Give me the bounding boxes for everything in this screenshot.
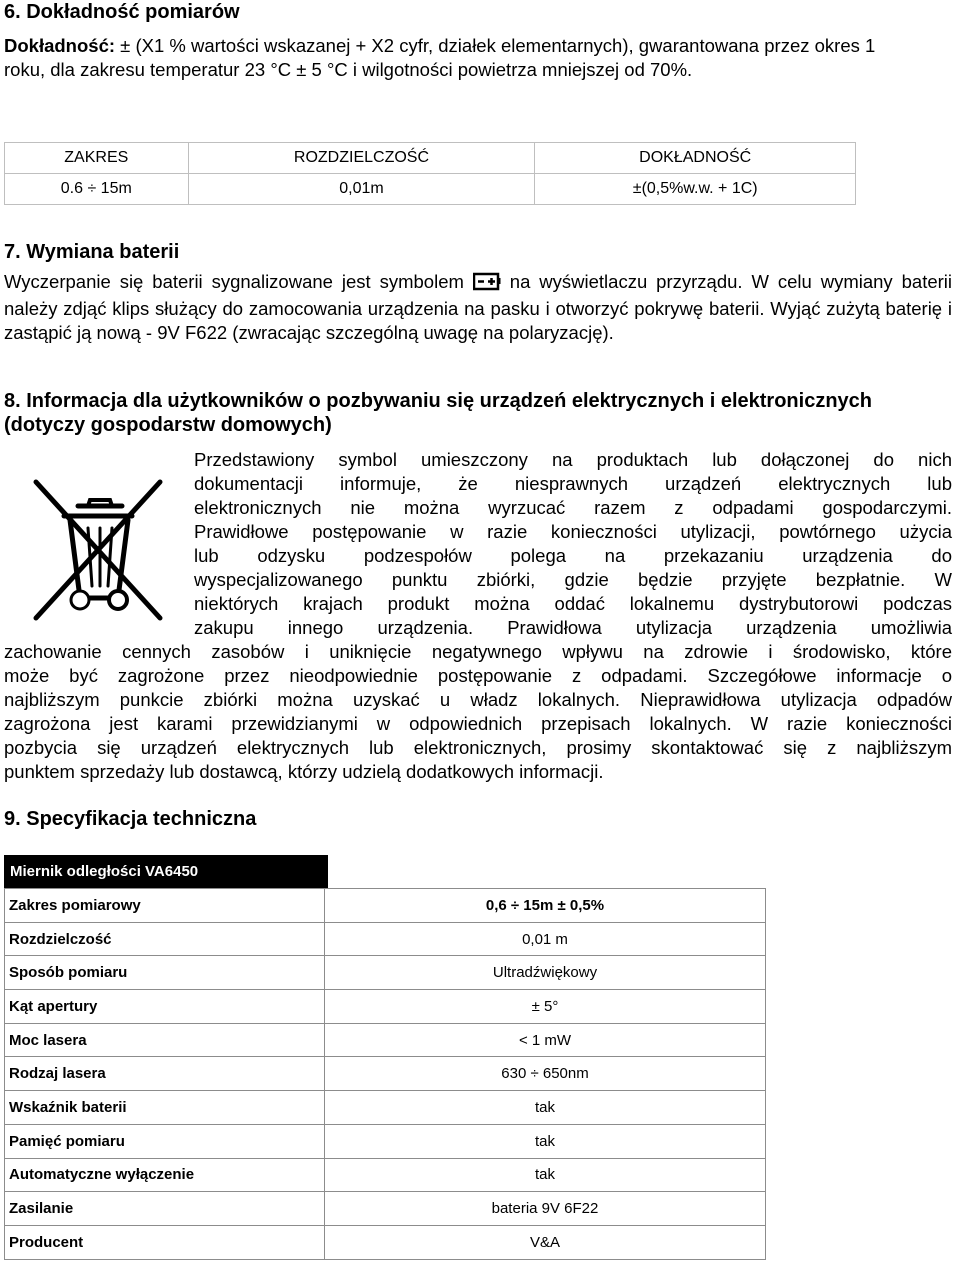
spec-label: Wskaźnik baterii [5,1091,325,1125]
table-header: DOKŁADNOŚĆ [535,143,856,174]
table-row [5,1057,766,1091]
spec-value: Ultradźwiękowy [325,956,766,990]
weee-line: elektronicznych nie można wyrzucać razem z odpadami gospodarczymi. [194,497,952,518]
weee-line: może być zagrożone przez nieodpowiednie postępowanie z odpadami. Szczegółowe informacje o [4,665,952,686]
table-row [5,1023,766,1057]
spec-label: Moc lasera [5,1023,325,1057]
table-row [5,956,766,990]
spec-label: Rodzaj lasera [5,1057,325,1091]
spec-value: V&A [325,1225,766,1259]
weee-text-block-right [194,448,952,640]
spec-value: 0,01 m [325,922,766,956]
accuracy-label: Dokładność: [4,35,116,56]
spec-value: 0,6 ÷ 15m ± 0,5% [325,889,766,923]
weee-line: pozbycia się urządzeń elektrycznych lub elektronicznych, prosimy skontaktować się z najbliższym [4,737,952,758]
spec-label: Kąt apertury [5,990,325,1024]
spec-value: < 1 mW [325,1023,766,1057]
spec-label: Zakres pomiarowy [5,889,325,923]
section-9-heading: 9. Specyfikacja techniczna [4,808,257,830]
weee-line: Prawidłowe postępowanie w razie konieczności utylizacji, powtórnego użycia [194,521,952,542]
weee-line: najbliższym punkcie zbiórki można uzyskać u władz lokalnych. Nieprawidłowa utylizacja odpadów [4,689,952,710]
spec-value: 630 ÷ 650nm [325,1057,766,1091]
weee-line: Przedstawiony symbol umieszczony na produktach lub dołączonej do nich [194,449,952,470]
table-row [5,1225,766,1259]
table-cell: 0.6 ÷ 15m [5,174,189,205]
table-cell: ±(0,5%w.w. + 1C) [535,174,856,205]
accuracy-table [4,142,856,205]
spec-label: Automatyczne wyłączenie [5,1158,325,1192]
table-row [5,1091,766,1125]
weee-line: zagrożona jest karami przewidzianymi w odpowiednich przepisach lokalnych. W razie konieczności [4,713,952,734]
table-header: ZAKRES [5,143,189,174]
spec-value: ± 5° [325,990,766,1024]
section-8-heading-line1: 8. Informacja dla użytkowników o pozbywaniu się urządzeń elektrycznych i elektronicznych [4,390,873,412]
spec-label: Pamięć pomiaru [5,1124,325,1158]
weee-line: punktem sprzedaży lub dostawcą, którzy udzielą dodatkowych informacji. [4,761,604,782]
section-7-text [4,270,952,345]
weee-line: wyspecjalizowanego punktu zbiórki, gdzie będzie przyjęte bezpłatnie. W [194,569,952,590]
table-header: ROZDZIELCZOŚĆ [188,143,535,174]
spec-table-title: Miernik odległości VA6450 [4,855,328,888]
table-row [5,174,856,205]
section-8-heading-line2: (dotyczy gospodarstw domowych) [4,414,332,436]
table-row [5,889,766,923]
spec-label: Zasilanie [5,1192,325,1226]
table-row [5,1124,766,1158]
table-row [5,990,766,1024]
spec-table [4,888,766,1260]
section-8-heading [4,389,954,437]
weee-line: dokumentacji informuje, że niesprawnych urządzeń elektrycznych lub [194,473,952,494]
spec-value: tak [325,1158,766,1192]
section-6-heading: 6. Dokładność pomiarów [4,1,240,23]
table-row [5,1192,766,1226]
spec-value: tak [325,1124,766,1158]
battery-text-before: Wyczerpanie się baterii sygnalizowane jest symbolem [4,271,464,292]
weee-line: lub odzysku podzespołów polega na przekazaniu urządzenia do [194,545,952,566]
spec-value: bateria 9V 6F22 [325,1192,766,1226]
weee-line: niektórych krajach produkt można oddać lokalnemu dystrybutorowi podczas [194,593,952,614]
battery-icon [473,271,501,297]
spec-label: Rozdzielczość [5,922,325,956]
section-6-text [4,34,884,82]
weee-text-block-full [4,640,952,784]
spec-label: Sposób pomiaru [5,956,325,990]
table-cell: 0,01m [188,174,535,205]
accuracy-description: ± (X1 % wartości wskazanej + X2 cyfr, działek elementarnych), gwarantowana przez okres 1 roku, dla zakresu temperatur 23 °C ± 5 °C i wilgotności powietrza mniejszej od 70%. [4,35,876,80]
table-row [5,922,766,956]
weee-line: zakupu innego urządzenia. Prawidłowa utylizacja urządzenia umożliwia [194,617,952,638]
spec-label: Producent [5,1225,325,1259]
battery-text-after: na wyświetlaczu przyrządu. W celu wymiany baterii należy zdjąć klips służący do zamocowania urządzenia na pasku i otworzyć pokrywę baterii. Wyjąć zużytą baterię i zastąpić ją nową - 9V F622 (zwracając szczególną uwagę na polaryzację). [4,271,953,343]
table-row [5,143,856,174]
section-7-heading: 7. Wymiana baterii [4,241,180,263]
table-row [5,1158,766,1192]
weee-line: zachowanie cennych zasobów i uniknięcie negatywnego wpływu na zdrowie i środowisko, które [4,641,952,662]
crossed-out-bin-icon [30,468,166,633]
spec-value: tak [325,1091,766,1125]
